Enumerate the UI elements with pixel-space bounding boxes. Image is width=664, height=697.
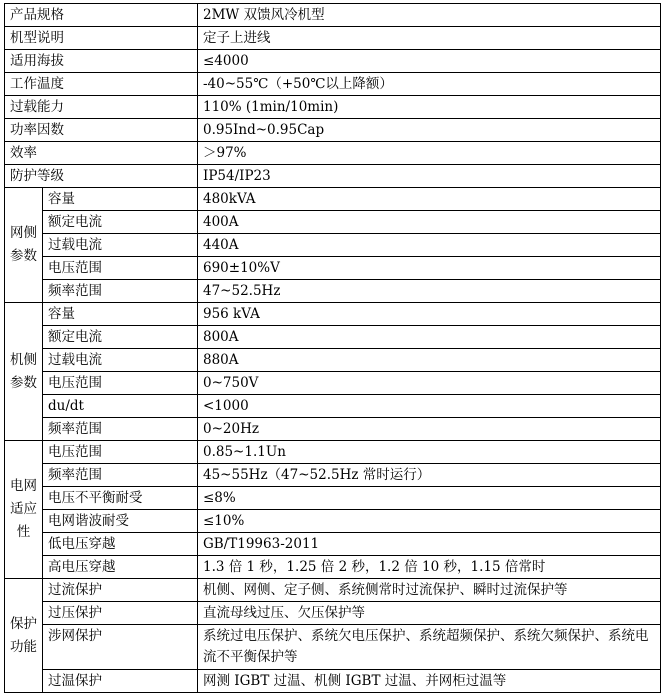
table-row	[5, 119, 661, 142]
spec-value: ≤10%	[198, 510, 661, 533]
spec-value: 0.95Ind~0.95Cap	[198, 119, 661, 142]
spec-value: 400A	[198, 211, 661, 234]
spec-label: 过载电流	[43, 234, 198, 257]
table-row	[5, 487, 661, 510]
spec-label: 额定电流	[43, 326, 198, 349]
table-row	[5, 556, 661, 579]
table-row	[5, 96, 661, 119]
table-row	[5, 326, 661, 349]
spec-value: 2MW 双馈风冷机型	[198, 4, 661, 27]
spec-value: ＞97%	[198, 142, 661, 165]
table-row	[5, 464, 661, 487]
group-label-protection: 保护功能	[5, 579, 43, 693]
spec-value: 480kVA	[198, 188, 661, 211]
spec-value: 机侧、网侧、定子侧、系统侧常时过流保护、瞬时过流保护等	[198, 579, 661, 602]
spec-value: 定子上进线	[198, 27, 661, 50]
spec-value: 系统过电压保护、系统欠电压保护、系统超频保护、系统欠频保护、系统电流不平衡保护等	[198, 625, 661, 670]
spec-label: 功率因数	[5, 119, 198, 142]
spec-value: 0~750V	[198, 372, 661, 395]
spec-label: 过温保护	[43, 670, 198, 693]
spec-label: 工作温度	[5, 73, 198, 96]
spec-label: 容量	[43, 303, 198, 326]
spec-value: IP54/IP23	[198, 165, 661, 188]
spec-value: 0~20Hz	[198, 418, 661, 441]
table-row	[5, 280, 661, 303]
spec-value: ≤4000	[198, 50, 661, 73]
table-row	[5, 27, 661, 50]
spec-value: 110% (1min/10min)	[198, 96, 661, 119]
spec-label: 过流保护	[43, 579, 198, 602]
spec-label: 过载能力	[5, 96, 198, 119]
spec-label: 机型说明	[5, 27, 198, 50]
spec-label: 频率范围	[43, 418, 198, 441]
table-row	[5, 579, 661, 602]
table-row	[5, 441, 661, 464]
spec-value: 800A	[198, 326, 661, 349]
spec-label: 电网谐波耐受	[43, 510, 198, 533]
spec-value: 1.3 倍 1 秒，1.25 倍 2 秒，1.2 倍 10 秒，1.15 倍常时	[198, 556, 661, 579]
spec-value: 956 kVA	[198, 303, 661, 326]
table-row	[5, 188, 661, 211]
table-row	[5, 303, 661, 326]
spec-label: 电压范围	[43, 441, 198, 464]
spec-table-body	[5, 4, 661, 693]
spec-label: 低电压穿越	[43, 533, 198, 556]
spec-label: du/dt	[43, 395, 198, 418]
table-row	[5, 165, 661, 188]
spec-value: 直流母线过压、欠压保护等	[198, 602, 661, 625]
table-row	[5, 73, 661, 96]
spec-label: 适用海拔	[5, 50, 198, 73]
table-row	[5, 349, 661, 372]
group-label-machine-side: 机侧参数	[5, 303, 43, 441]
spec-label: 防护等级	[5, 165, 198, 188]
spec-label: 高电压穿越	[43, 556, 198, 579]
table-row	[5, 372, 661, 395]
group-label-grid-adaptability: 电网适应性	[5, 441, 43, 579]
table-row	[5, 510, 661, 533]
spec-label: 电压不平衡耐受	[43, 487, 198, 510]
spec-label: 频率范围	[43, 280, 198, 303]
spec-label: 过压保护	[43, 602, 198, 625]
table-row	[5, 234, 661, 257]
spec-value: 440A	[198, 234, 661, 257]
table-row	[5, 602, 661, 625]
spec-value: ≤8%	[198, 487, 661, 510]
spec-label: 电压范围	[43, 372, 198, 395]
table-row	[5, 257, 661, 280]
spec-value: <1000	[198, 395, 661, 418]
spec-label: 涉网保护	[43, 625, 198, 670]
spec-label: 产品规格	[5, 4, 198, 27]
spec-value: 690±10%V	[198, 257, 661, 280]
spec-label: 额定电流	[43, 211, 198, 234]
table-row	[5, 670, 661, 693]
table-row	[5, 625, 661, 670]
spec-value: 47~52.5Hz	[198, 280, 661, 303]
spec-value: 880A	[198, 349, 661, 372]
spec-value: GB/T19963-2011	[198, 533, 661, 556]
table-row	[5, 418, 661, 441]
spec-table	[4, 3, 661, 693]
table-row	[5, 211, 661, 234]
spec-label: 效率	[5, 142, 198, 165]
spec-value: 网测 IGBT 过温、机侧 IGBT 过温、并网柜过温等	[198, 670, 661, 693]
table-row	[5, 395, 661, 418]
spec-label: 过载电流	[43, 349, 198, 372]
table-row	[5, 50, 661, 73]
spec-label: 容量	[43, 188, 198, 211]
table-row	[5, 4, 661, 27]
group-label-grid-side: 网侧参数	[5, 188, 43, 303]
spec-label: 电压范围	[43, 257, 198, 280]
spec-value: 0.85~1.1Un	[198, 441, 661, 464]
table-row	[5, 142, 661, 165]
spec-value: 45~55Hz（47~52.5Hz 常时运行）	[198, 464, 661, 487]
spec-value: -40~55℃（+50℃以上降额）	[198, 73, 661, 96]
spec-label: 频率范围	[43, 464, 198, 487]
table-row	[5, 533, 661, 556]
